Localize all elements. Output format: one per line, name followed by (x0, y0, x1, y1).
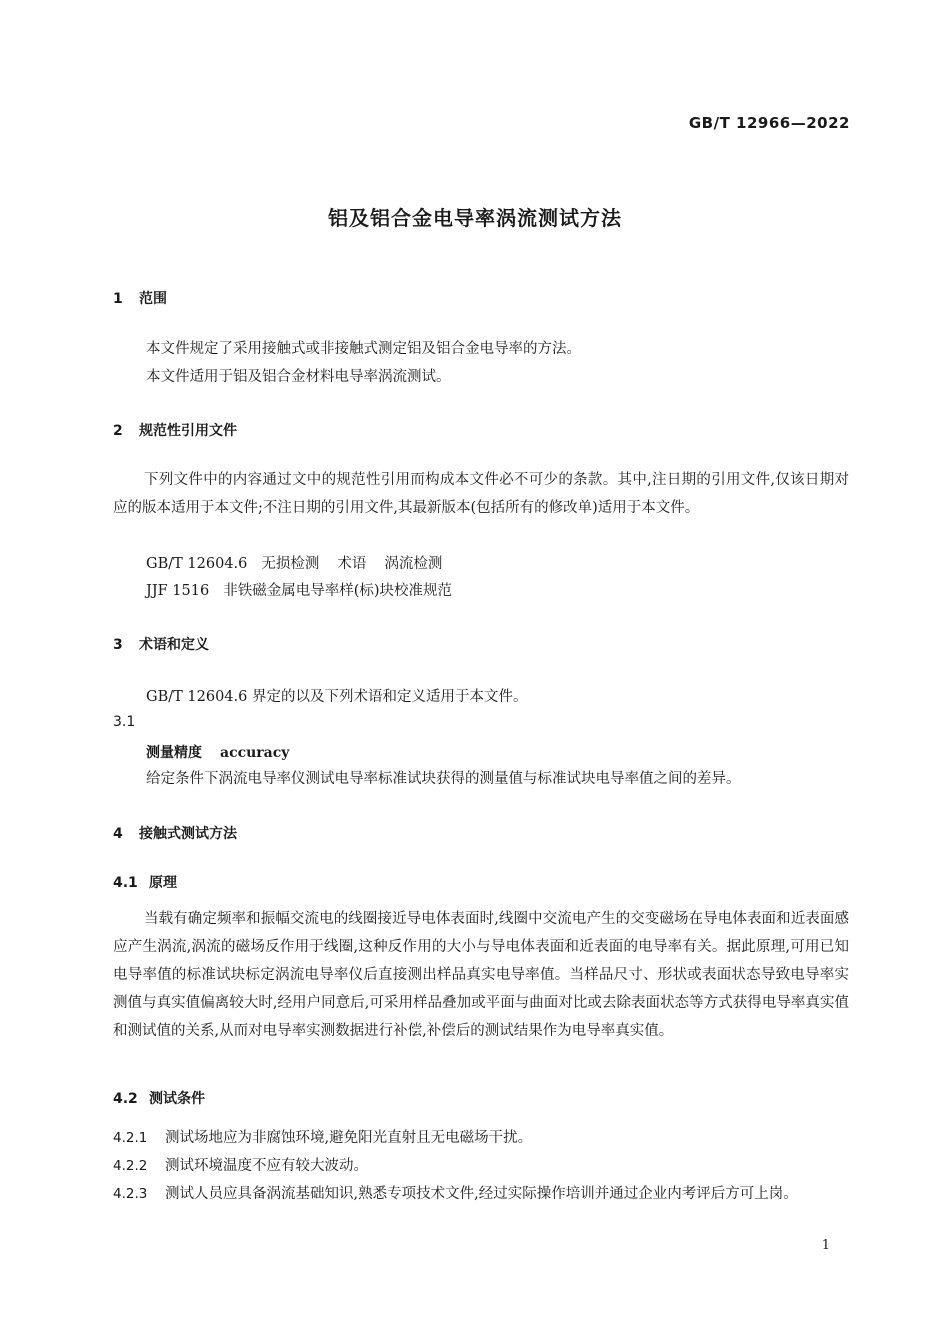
page-number: 1 (821, 1238, 830, 1253)
reference-code: JJF 1516 (146, 583, 210, 599)
clause-number: 4.2.3 (113, 1186, 148, 1202)
subsection-4-2-heading (113, 1088, 205, 1108)
term-definition: 给定条件下涡流电导率仪测试电导率标准试块获得的测量值与标准试块电导率值之间的差异。 (146, 771, 741, 787)
term-english: accuracy (220, 745, 290, 761)
scope-line-2: 本文件适用于铝及铝合金材料电导率涡流测试。 (146, 369, 451, 385)
reference-item (146, 554, 442, 574)
reference-title: 无损检测 (261, 556, 320, 572)
section-number: 2 (113, 423, 123, 439)
term-entry (146, 742, 289, 762)
clause-number: 4.2.1 (113, 1130, 148, 1146)
section-title: 接触式测试方法 (139, 826, 237, 842)
clause-text: 测试人员应具备涡流基础知识,熟悉专项技术文件,经过实际操作培训并通过企业内考评后方可上岗。 (165, 1186, 798, 1202)
section-title: 范围 (139, 291, 167, 307)
section-title: 术语和定义 (139, 637, 209, 653)
clause-text: 测试场地应为非腐蚀环境,避免阳光直射且无电磁场干扰。 (165, 1130, 533, 1146)
reference-title: 非铁磁金属电导率样(标)块校准规范 (223, 583, 453, 599)
section-number: 1 (113, 291, 123, 307)
section-title: 规范性引用文件 (139, 423, 237, 439)
standard-code: GB/T 12966—2022 (688, 114, 850, 132)
subsection-title: 原理 (149, 875, 177, 891)
section-4-heading (113, 823, 237, 843)
subsection-4-1-heading (113, 872, 177, 892)
subsection-title: 测试条件 (149, 1091, 205, 1107)
section-2-heading (113, 420, 237, 440)
section-1-heading (113, 288, 167, 308)
clause-text: 测试环境温度不应有较大波动。 (165, 1158, 368, 1174)
terms-intro: GB/T 12604.6 界定的以及下列术语和定义适用于本文件。 (146, 689, 528, 705)
scope-line-1: 本文件规定了采用接触式或非接触式测定铝及铝合金电导率的方法。 (146, 341, 581, 357)
section-3-heading (113, 634, 209, 654)
reference-title: 术语 (337, 556, 367, 572)
normative-references-intro: 下列文件中的内容通过文中的规范性引用而构成本文件必不可少的条款。其中,注日期的引用文件,仅该日期对应的版本适用于本文件;不注日期的引用文件,其最新版本(包括所有的修改单)适用于本文件。 (113, 472, 849, 516)
clause-4-2-3 (113, 1180, 849, 1208)
clause-4-2-1 (113, 1128, 532, 1148)
reference-code: GB/T 12604.6 (146, 556, 248, 572)
term-number: 3.1 (113, 714, 136, 730)
subsection-number: 4.2 (113, 1091, 138, 1107)
subsection-number: 4.1 (113, 875, 138, 891)
principle-paragraph: 当载有确定频率和振幅交流电的线圈接近导电体表面时,线圈中交流电产生的交变磁场在导电体表面和近表面感应产生涡流,涡流的磁场反作用于线圈,这种反作用的大小与导电体表面和近表面的电导率有关。据此原理,可用已知电导率值的标准试块标定涡流电导率仪后直接测出样品真实电导率值。当样品尺寸、形状或表面状态导致电导率实测值与真实值偏离较大时,经用户同意后,可采用样品叠加或平面与曲面对比或去除表面状态等方式获得电导率真实值和测试值的关系,从而对电导率实测数据进行补偿,补偿后的测试结果作为电导率真实值。 (113, 911, 849, 1039)
term-chinese: 测量精度 (146, 745, 202, 761)
section-number: 4 (113, 826, 123, 842)
clause-number: 4.2.2 (113, 1158, 148, 1174)
document-title: 铝及铝合金电导率涡流测试方法 (328, 206, 622, 230)
section-number: 3 (113, 637, 123, 653)
reference-item (146, 581, 452, 601)
clause-4-2-2 (113, 1156, 368, 1176)
reference-title: 涡流检测 (384, 556, 443, 572)
